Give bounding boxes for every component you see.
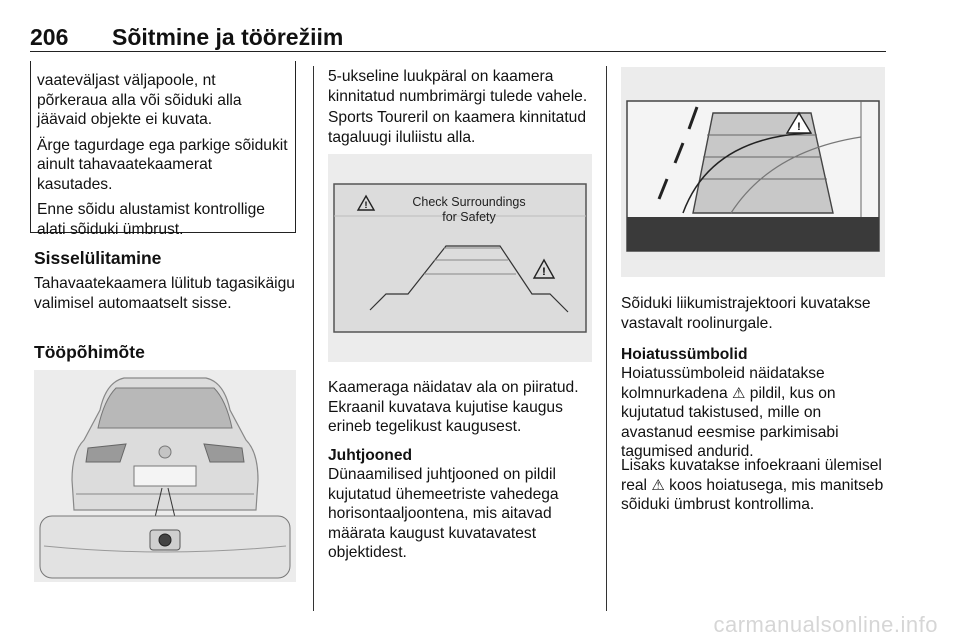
warning-symbols-text: Hoiatussümboleid näidatakse kolmnurkadena ⚠ pildil, kus on kujutatud takistused, mille on avastanud eesmise parkimisabi tagumised andurid. [621,365,839,460]
camera-screen-drawing [328,154,592,362]
warning-triangle-icon: ⚠ [651,476,665,494]
column-divider-1 [313,66,314,611]
svg-text:!: ! [542,266,546,278]
warning-box [30,61,296,238]
column-divider-2 [606,66,607,611]
camera-range-text: Kaameraga näidatav ala on piiratud. Ekraanil kuvatava kujutise kaugus erineb tegelikust kaugusest. [328,379,579,435]
camera-location-hatchback: 5-ukseline luukpäral on kaamera kinnitatud numbrimärgi tulede vahele. [328,68,588,105]
page-number: 206 [30,24,69,50]
guidelines-text: Dünaamilised juhtjooned on pildil kujutatud ühemeetriste vahedega horisontaaljoontena, mis aitavad määrata kaugust kuvatavatest objektidest. [328,466,559,561]
camera-location-tourer: Sports Toureril on kaamera kinnitatud tagaluugi iluliistu alla. [328,109,587,146]
svg-text:!: ! [797,121,801,133]
trajectory-drawing [621,67,885,277]
heading-guidelines: Juhtjooned [328,447,413,464]
warning-triangle-icon: ⚠ [731,384,746,402]
info-display-text: Lisaks kuvatakse infoekraani ülemisel real ⚠ koos hoiatusega, mis manitseb sõiduki ümbrust kontrollima. [621,457,884,513]
warning-text-3: Enne sõidu alustamist kontrollige alati sõiduki ümbrust. [37,201,265,238]
watermark: carmanualsonline.info [713,612,938,637]
svg-text:!: ! [364,200,368,210]
heading-principle: Tööpõhimõte [34,342,145,362]
trajectory-figure [621,67,885,277]
warning-text-2: Ärge tagurdage ega parkige sõidukit ainult tahavaatekaamerat kasutades. [37,136,288,193]
page-title: Sõitmine ja töörežiim [112,24,344,50]
car-rear-drawing [34,370,296,582]
warning-text-1: vaateväljast väljapoole, nt põrkeraua alla või sõiduki alla jäävaid objekte ei kuvata. [37,72,242,128]
car-rear-illustration [34,370,296,582]
heading-warning-symbols: Hoiatussümbolid [621,346,748,363]
heading-switch-on: Sisselülitamine [34,248,162,268]
screen-alert-line-1: Check Surroundings [412,195,526,209]
switch-on-text: Tahavaatekaamera lülitub tagasikäigu valimisel automaatselt sisse. [34,275,295,312]
trajectory-text: Sõiduki liikumistrajektoori kuvatakse vastavalt roolinurgale. [621,295,871,332]
header-rule [30,51,886,52]
screen-alert-line-2: for Safety [442,210,496,224]
camera-screen-figure [328,154,592,362]
